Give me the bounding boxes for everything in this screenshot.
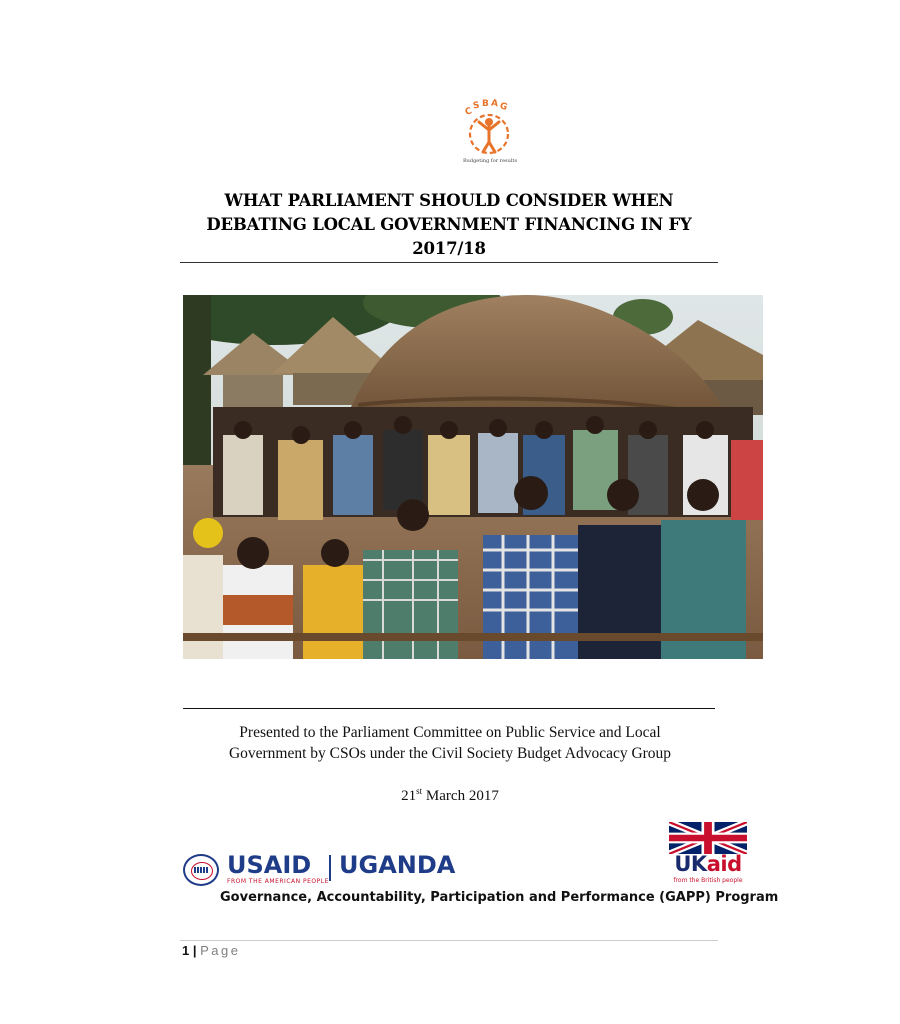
presentation-note [183, 722, 717, 764]
date-month-year: March 2017 [425, 788, 499, 804]
ukaid-tagline: from the British people [673, 877, 743, 884]
date-suffix: st [416, 786, 423, 796]
csbag-logo [455, 96, 525, 166]
csbag-tagline: Budgeting for results [462, 158, 518, 164]
page-number: 1 [182, 943, 190, 958]
ukaid-aid: aid [706, 852, 742, 876]
page-footer [182, 943, 241, 958]
ukaid-logo [669, 822, 747, 886]
footer-divider [180, 940, 718, 941]
usaid-country: UGANDA [339, 851, 456, 879]
section-divider [183, 708, 715, 709]
presented-line-1: Presented to the Parliament Committee on Public Service and Local [239, 724, 661, 741]
program-name: Governance, Accountability, Participation and Performance (GAPP) Program [220, 890, 779, 905]
svg-text:A: A [490, 98, 499, 110]
title-line-1: WHAT PARLIAMENT SHOULD CONSIDER WHEN [224, 191, 674, 210]
union-jack-icon [669, 822, 747, 854]
title-line-3: 2017/18 [412, 239, 486, 258]
svg-text:S: S [472, 100, 481, 112]
page-label: Page [200, 943, 241, 958]
document-date [183, 786, 717, 805]
usaid-logo [183, 852, 503, 888]
document-title [180, 189, 718, 261]
svg-text:C: C [463, 106, 474, 118]
svg-text:B: B [482, 99, 489, 109]
footer-separator: | [192, 943, 197, 958]
presented-line-2: Government by CSOs under the Civil Society Budget Advocacy Group [228, 745, 672, 762]
usaid-seal-icon [183, 854, 219, 886]
title-line-2: DEBATING LOCAL GOVERNMENT FINANCING IN FY [206, 215, 692, 234]
svg-text:G: G [498, 101, 509, 114]
date-day: 21 [401, 788, 417, 804]
ukaid-wordmark [669, 852, 747, 876]
title-divider [180, 262, 718, 263]
ukaid-uk: UK [674, 852, 707, 876]
usaid-tagline: FROM THE AMERICAN PEOPLE [227, 878, 329, 885]
community-meeting-photo [183, 295, 763, 659]
usaid-wordmark: USAID [227, 851, 312, 879]
usaid-divider [329, 855, 331, 881]
